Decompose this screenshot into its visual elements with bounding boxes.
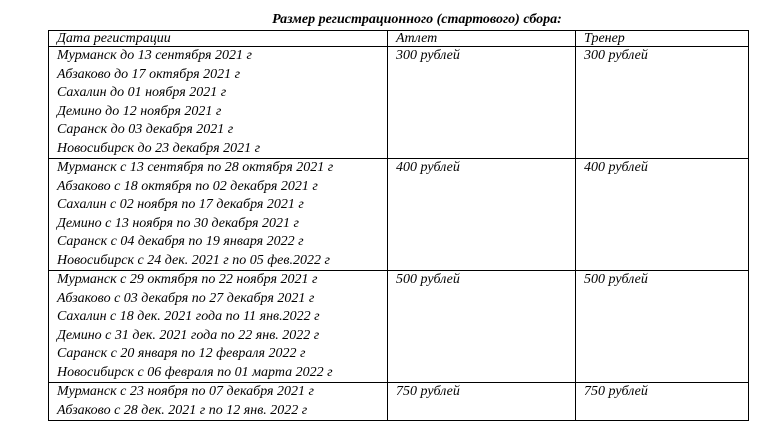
athlete-fee: 300 рублей bbox=[396, 48, 460, 63]
date-line: Абзаково до 17 октября 2021 г bbox=[57, 66, 241, 82]
registration-dates-cell bbox=[49, 47, 388, 159]
date-line: Абзаково с 28 дек. 2021 г по 12 янв. 2022 г bbox=[57, 402, 308, 418]
coach-fee: 750 рублей bbox=[584, 384, 648, 399]
athlete-fee-cell bbox=[388, 47, 576, 159]
date-line: Новосибирск до 23 декабря 2021 г bbox=[57, 140, 261, 156]
coach-fee-cell bbox=[576, 383, 749, 421]
date-line: Абзаково с 18 октября по 02 декабря 2021 г bbox=[57, 178, 318, 194]
athlete-fee: 750 рублей bbox=[396, 384, 460, 399]
table-row bbox=[49, 47, 749, 159]
athlete-fee-cell bbox=[388, 271, 576, 383]
date-line: Новосибирск с 24 дек. 2021 г по 05 фев.2022 г bbox=[57, 252, 330, 268]
date-line: Саранск с 20 января по 12 февраля 2022 г bbox=[57, 346, 306, 361]
date-line: Сахалин с 02 ноября по 17 декабря 2021 г bbox=[57, 197, 304, 212]
fee-table bbox=[48, 30, 749, 421]
date-line: Новосибирск с 06 февраля по 01 марта 2022 г bbox=[57, 364, 333, 380]
coach-fee-cell bbox=[576, 47, 749, 159]
coach-fee: 300 рублей bbox=[584, 48, 648, 63]
coach-fee: 500 рублей bbox=[584, 272, 648, 287]
coach-fee-cell bbox=[576, 271, 749, 383]
date-line: Демино до 12 ноября 2021 г bbox=[57, 103, 222, 119]
athlete-fee: 500 рублей bbox=[396, 272, 460, 287]
date-line: Саранск до 03 декабря 2021 г bbox=[57, 122, 234, 137]
date-line: Демино с 31 дек. 2021 года по 22 янв. 2022 г bbox=[57, 327, 320, 343]
registration-dates-cell bbox=[49, 383, 388, 421]
date-line: Сахалин до 01 ноября 2021 г bbox=[57, 85, 227, 100]
page-title: Размер регистрационного (стартового) сбора: bbox=[272, 12, 562, 27]
athlete-fee-cell bbox=[388, 159, 576, 271]
registration-dates-cell bbox=[49, 159, 388, 271]
date-line: Мурманск с 23 ноября по 07 декабря 2021 г bbox=[57, 384, 314, 399]
date-line: Демино с 13 ноября по 30 декабря 2021 г bbox=[57, 215, 299, 231]
header-coach: Тренер bbox=[576, 31, 749, 47]
header-registration-date: Дата регистрации bbox=[49, 31, 388, 47]
athlete-fee-cell bbox=[388, 383, 576, 421]
date-line: Мурманск с 13 сентября по 28 октября 2021 г bbox=[57, 160, 334, 175]
athlete-fee: 400 рублей bbox=[396, 160, 460, 175]
table-header-row bbox=[49, 31, 749, 47]
date-line: Абзаково с 03 декабря по 27 декабря 2021 г bbox=[57, 290, 315, 306]
date-line: Сахалин с 18 дек. 2021 года по 11 янв.2022 г bbox=[57, 309, 320, 324]
header-athlete: Атлет bbox=[388, 31, 576, 47]
table-row bbox=[49, 271, 749, 383]
date-line: Мурманск с 29 октября по 22 ноября 2021 г bbox=[57, 272, 318, 287]
date-line: Мурманск до 13 сентября 2021 г bbox=[57, 48, 253, 63]
table-row bbox=[49, 159, 749, 271]
coach-fee-cell bbox=[576, 159, 749, 271]
table-row bbox=[49, 383, 749, 421]
coach-fee: 400 рублей bbox=[584, 160, 648, 175]
date-line: Саранск с 04 декабря по 19 января 2022 г bbox=[57, 234, 304, 249]
registration-dates-cell bbox=[49, 271, 388, 383]
